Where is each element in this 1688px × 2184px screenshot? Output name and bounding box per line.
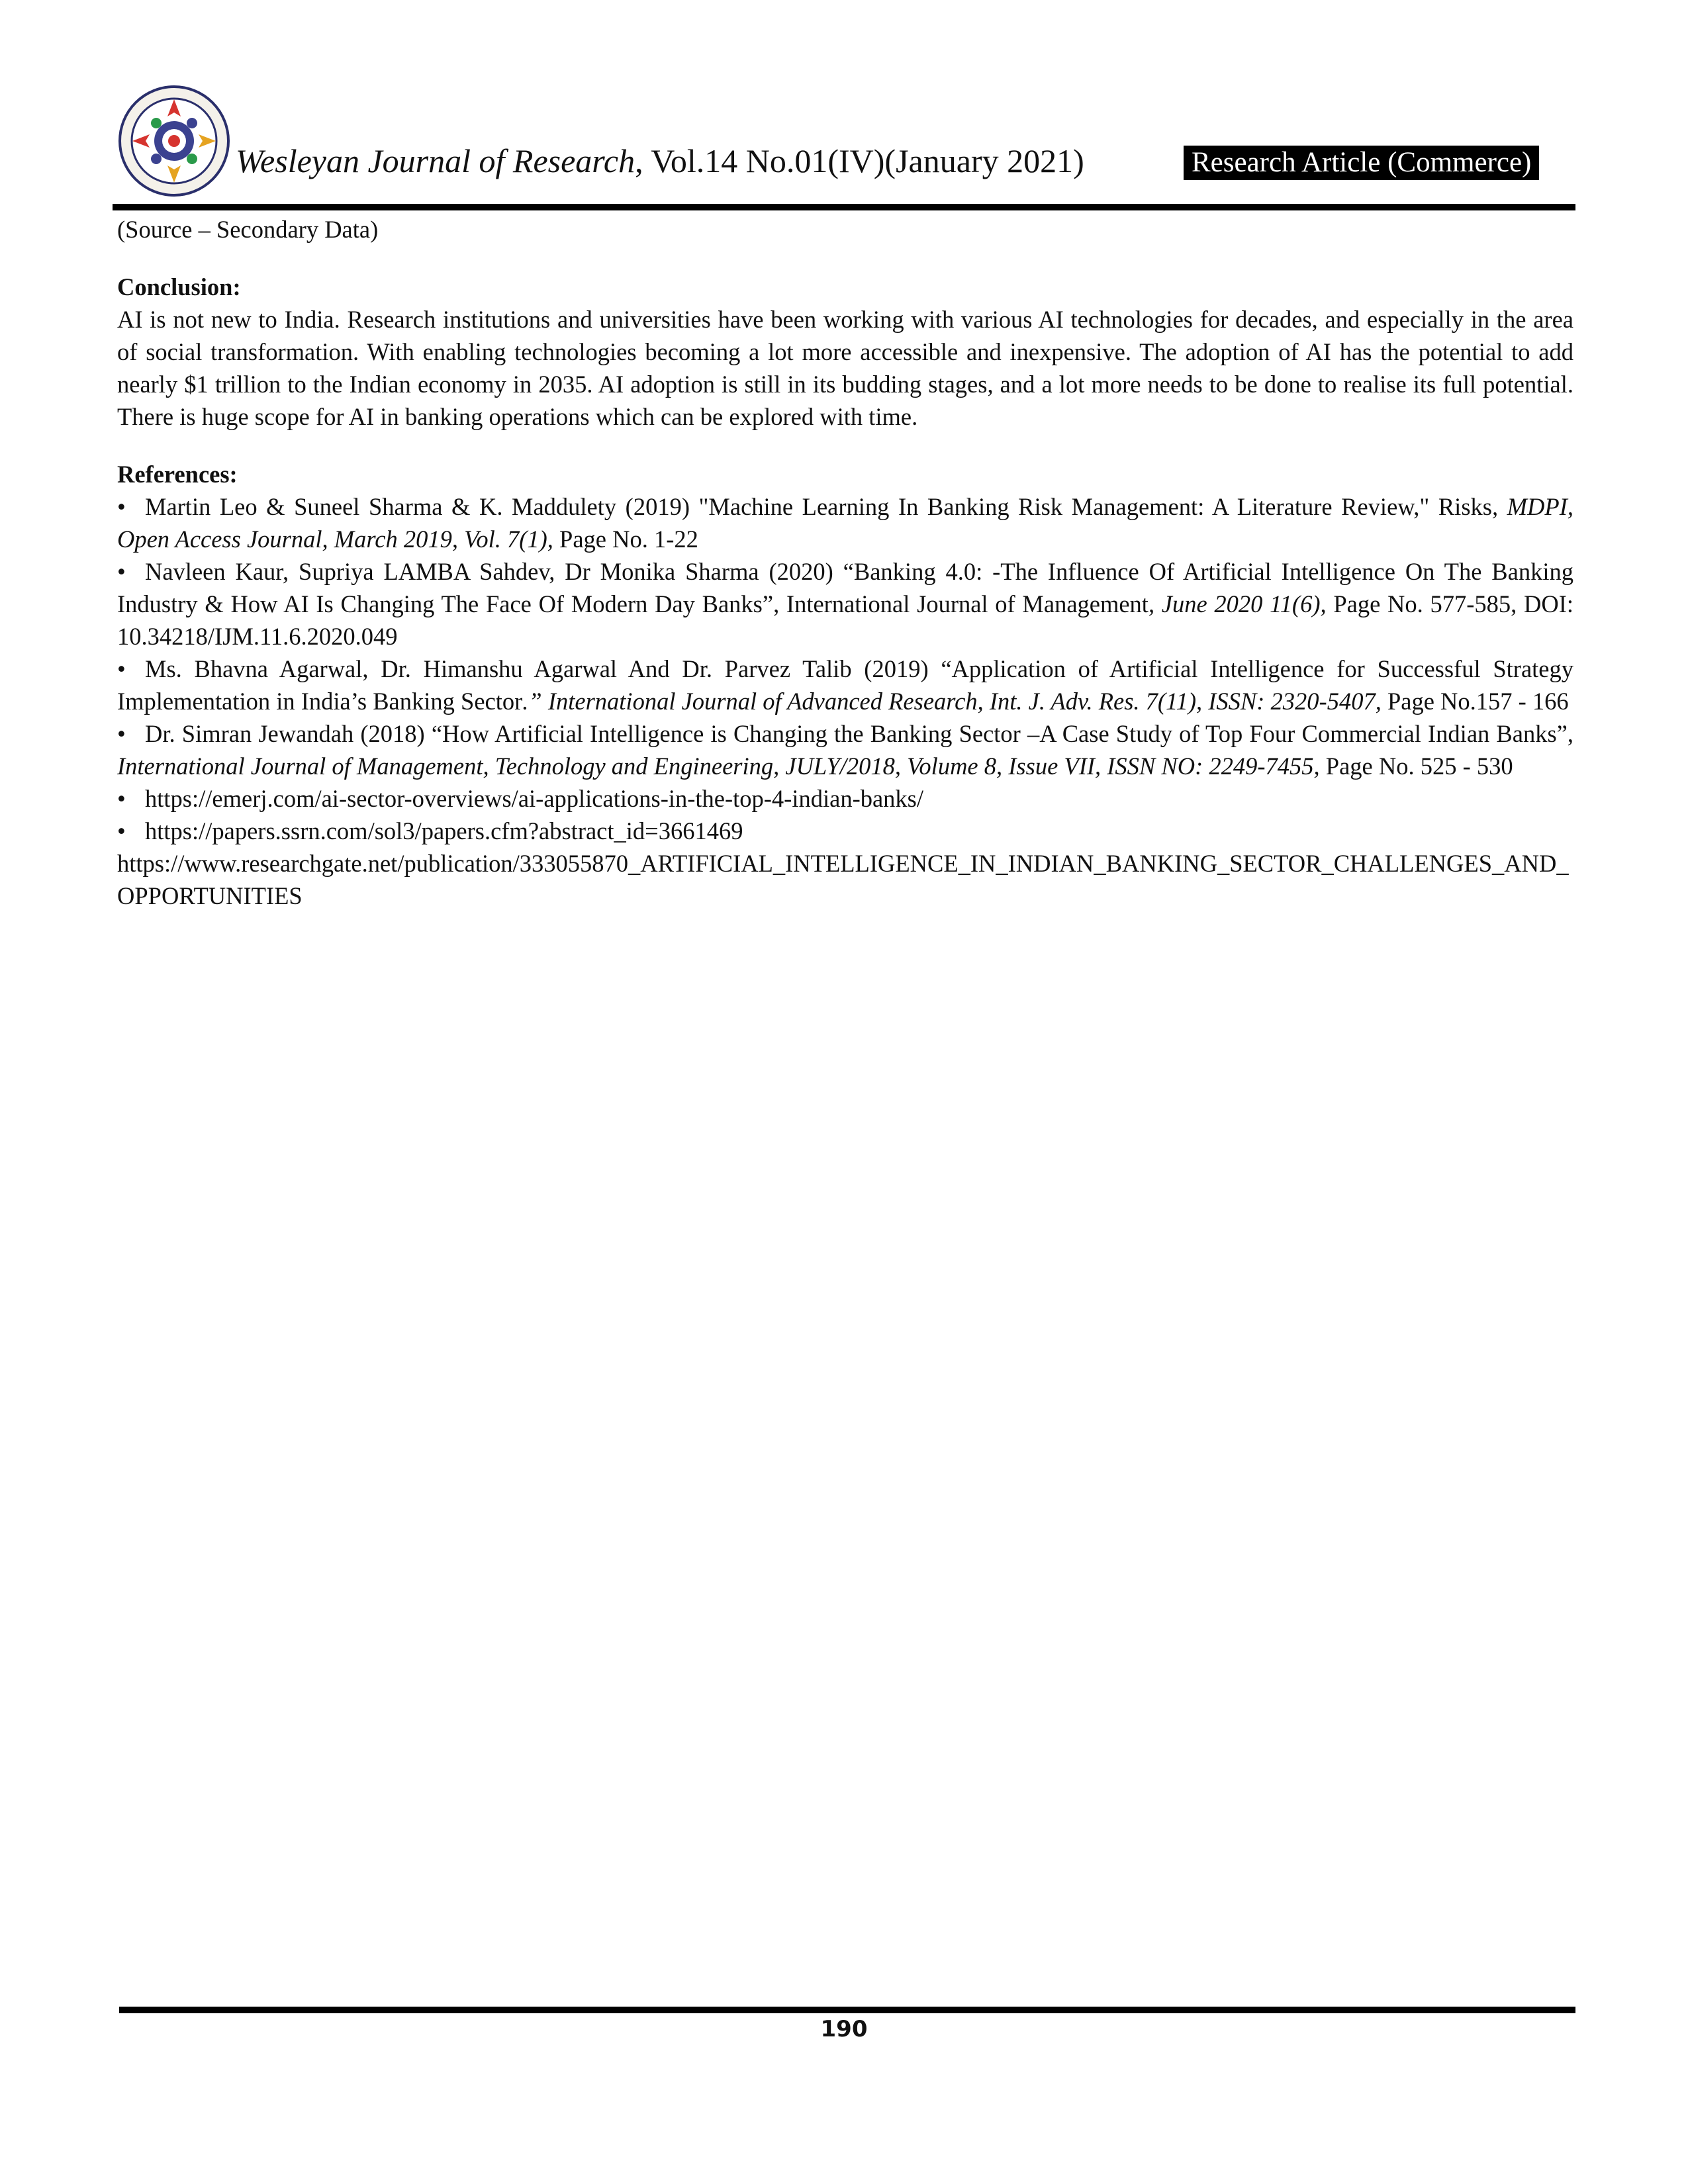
reference-pages: Page No.157 - 166 bbox=[1381, 688, 1569, 715]
reference-link-item[interactable] bbox=[117, 782, 1573, 815]
article-type-badge: Research Article (Commerce) bbox=[1184, 146, 1539, 180]
page-number: 190 bbox=[820, 2016, 868, 2042]
reference-link-item[interactable] bbox=[117, 815, 1573, 847]
conclusion-heading: Conclusion: bbox=[117, 273, 241, 300]
reference-source: , June 2020 11(6), bbox=[1148, 590, 1327, 617]
reference-list bbox=[117, 490, 1573, 847]
reference-text: Dr. Simran Jewandah (2018) “How Artificial Intelligence is Changing the Banking Sector –A Case Study of Top Four Commercial Indian Banks”, bbox=[145, 720, 1573, 747]
reference-link[interactable]: https://papers.ssrn.com/sol3/papers.cfm?abstract_id=3661469 bbox=[145, 817, 743, 844]
reference-text: Martin Leo & Suneel Sharma & K. Maddulety (2019) "Machine Learning In Banking Risk Management: A Literature Review," Risks bbox=[145, 493, 1492, 520]
reference-item bbox=[117, 653, 1573, 717]
source-note: (Source – Secondary Data) bbox=[117, 216, 379, 243]
conclusion-paragraph: AI is not new to India. Research institutions and universities have been working with various AI technologies for decades, and especially in the area of social transformation. With enabling technologies becoming a lot more accessible and inexpensive. The adoption of AI has the potential to add nearly $1 trillion to the Indian economy in 2035. AI adoption is still in its budding stages, and a lot more needs to be done to realise its full potential. There is huge scope for AI in banking operations which can be explored with time. bbox=[117, 306, 1573, 430]
journal-name: Wesleyan Journal of Research bbox=[236, 142, 635, 179]
reference-source: .” International Journal of Advanced Research, Int. J. Adv. Res. 7(11), ISSN: 2320-5407, bbox=[522, 688, 1382, 715]
reference-text: Navleen Kaur, Supriya LAMBA Sahdev, Dr Monika Sharma (2020) “Banking 4.0: -The Influence Of Artificial Intelligence On The Banking Industry & How AI Is Changing The Face Of Modern Day Banks”, International Journal of Management bbox=[117, 558, 1573, 617]
page-body bbox=[117, 210, 1573, 912]
bullet-icon: • bbox=[117, 785, 126, 812]
page-header bbox=[0, 0, 1688, 212]
bullet-icon: • bbox=[117, 558, 126, 585]
reference-text: Ms. Bhavna Agarwal, Dr. Himanshu Agarwal And Dr. Parvez Talib (2019) “Application of Artificial Intelligence for Successful Strategy Implementation in India’s Banking Sector bbox=[117, 655, 1573, 715]
reference-pages: Page No. 1-22 bbox=[553, 525, 698, 553]
bullet-icon: • bbox=[117, 720, 126, 747]
header-divider bbox=[113, 204, 1575, 210]
bullet-icon: • bbox=[117, 493, 126, 520]
reference-pages: Page No. 577-585, DOI: 10.34218/IJM.11.6.2020.049 bbox=[117, 590, 1573, 650]
reference-source: International Journal of Management, Technology and Engineering, JULY/2018, Volume 8, Issue VII, ISSN NO: 2249-7455, bbox=[117, 752, 1320, 780]
journal-citation-line bbox=[236, 144, 1084, 177]
reference-link[interactable]: https://emerj.com/ai-sector-overviews/ai-applications-in-the-top-4-indian-banks/ bbox=[145, 785, 924, 812]
footer-divider bbox=[119, 2007, 1575, 2013]
reference-item bbox=[117, 717, 1573, 782]
journal-issue: , Vol.14 No.01(IV)(January 2021) bbox=[635, 142, 1084, 179]
reference-item bbox=[117, 490, 1573, 555]
trailing-reference-link[interactable]: https://www.researchgate.net/publication/333055870_ARTIFICIAL_INTELLIGENCE_IN_INDIAN_BANKING_SECTOR_CHALLENGES_AND_OPPORTUNITIES bbox=[117, 850, 1569, 909]
journal-seal-logo-icon bbox=[118, 85, 230, 197]
bullet-icon: • bbox=[117, 817, 126, 844]
reference-item bbox=[117, 555, 1573, 653]
reference-source: , MDPI, Open Access Journal, March 2019, Vol. 7(1), bbox=[117, 493, 1573, 553]
reference-pages: Page No. 525 - 530 bbox=[1319, 752, 1513, 780]
references-heading: References: bbox=[117, 461, 238, 488]
bullet-icon: • bbox=[117, 655, 126, 682]
